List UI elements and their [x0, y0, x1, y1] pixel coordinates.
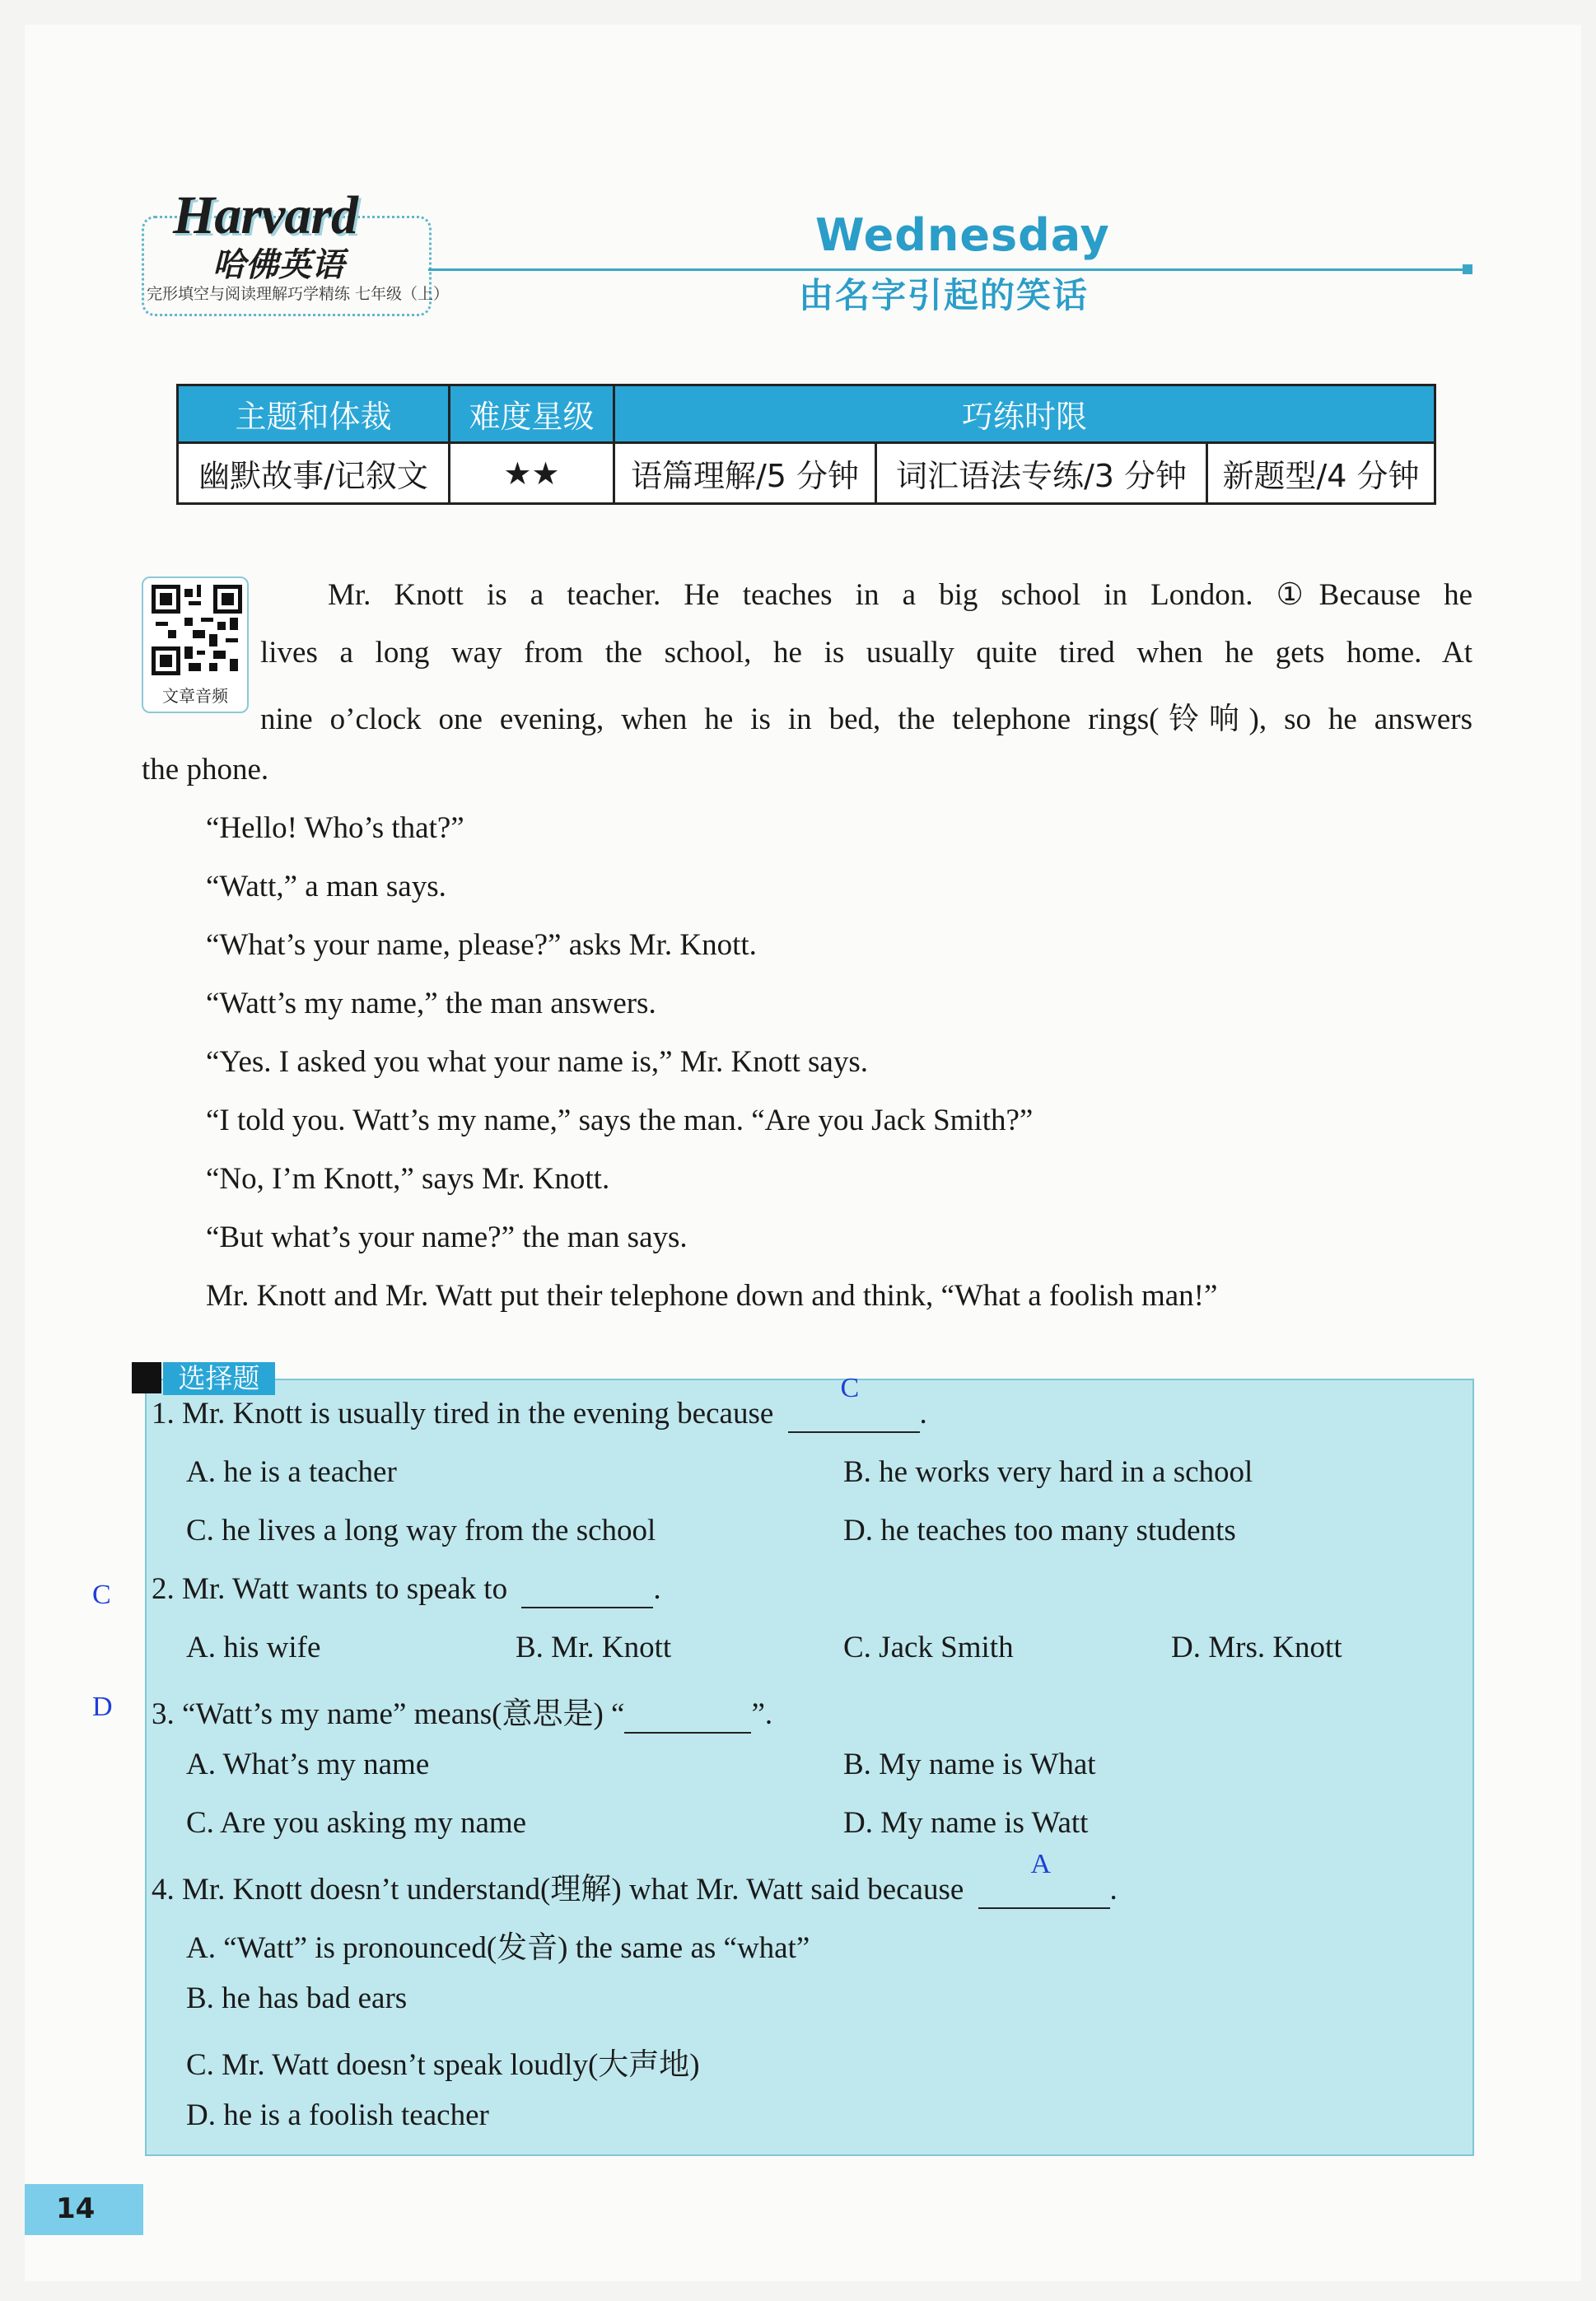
- info-table-row: [178, 443, 1435, 504]
- answer-blank[interactable]: [978, 1849, 1110, 1909]
- option-b[interactable]: B. My name is What: [843, 1748, 1096, 1781]
- qr-code[interactable]: [142, 576, 249, 713]
- dialog-line: Mr. Knott and Mr. Watt put their telephone down and think, “What a foolish man!”: [206, 1279, 1218, 1313]
- cell-stars: ★★: [450, 443, 614, 504]
- dialog-line: “I told you. Watt’s my name,” says the man. “Are you Jack Smith?”: [206, 1104, 1034, 1137]
- stem-end: .: [1109, 1873, 1118, 1907]
- dialog-line: “But what’s your name?” the man says.: [206, 1221, 688, 1254]
- passage-line: lives a long way from the school, he is usually quite tired when he gets home. At: [260, 636, 1472, 670]
- option-d[interactable]: D. Mrs. Knott: [1171, 1631, 1342, 1664]
- question-2: [152, 1571, 661, 1608]
- option-a[interactable]: A. he is a teacher: [186, 1455, 397, 1489]
- margin-answer: D: [92, 1692, 113, 1722]
- margin-answer: C: [92, 1580, 111, 1610]
- answer-blank[interactable]: [521, 1571, 653, 1608]
- dialog-line: “Yes. I asked you what your name is,” Mr. Knott says.: [206, 1045, 868, 1079]
- logo-chinese: 哈佛英语: [212, 246, 344, 284]
- cell-newtype-time: 新题型/4 分钟: [1207, 443, 1435, 504]
- header-rule-dot: [1463, 264, 1472, 274]
- dialog-line: “No, I’m Knott,” says Mr. Knott.: [206, 1162, 610, 1196]
- question-stem: 4. Mr. Knott doesn’t understand(理解) what Mr. Watt said because: [152, 1873, 964, 1907]
- question-stem: 2. Mr. Watt wants to speak to: [152, 1572, 508, 1606]
- question-3: [152, 1688, 772, 1734]
- qr-label: 文章音频: [162, 686, 228, 706]
- dialog-line: “Watt,” a man says.: [206, 870, 446, 903]
- cell-reading-time: 语篇理解/5 分钟: [614, 443, 876, 504]
- page-title: Wednesday: [815, 209, 1110, 261]
- option-c[interactable]: C. he lives a long way from the school: [186, 1514, 656, 1547]
- handwritten-answer: A: [1030, 1849, 1052, 1879]
- question-4: [152, 1849, 1118, 1909]
- option-b[interactable]: B. he works very hard in a school: [843, 1455, 1253, 1489]
- option-b[interactable]: B. he has bad ears: [186, 1981, 408, 2015]
- page-number: 14: [56, 2192, 96, 2225]
- qr-icon: [152, 585, 242, 675]
- question-stem: 3. “Watt’s my name” means(意思是) “: [152, 1697, 625, 1731]
- option-a[interactable]: A. What’s my name: [186, 1748, 430, 1781]
- passage-line: nine o’clock one evening, when he is in bed, the telephone rings(铃响), so he answers: [260, 702, 1472, 736]
- header-difficulty: 难度星级: [450, 385, 614, 443]
- option-a[interactable]: A. “Watt” is pronounced(发音) the same as “what”: [186, 1931, 810, 1965]
- option-a[interactable]: A. his wife: [186, 1631, 321, 1664]
- handwritten-answer: C: [840, 1373, 860, 1403]
- section-marker: [132, 1362, 161, 1393]
- passage-line: Mr. Knott is a teacher. He teaches in a big school in London. ①Because he: [328, 578, 1472, 612]
- dialog-line: “Watt’s my name,” the man answers.: [206, 987, 656, 1020]
- passage-line: the phone.: [142, 753, 269, 786]
- option-c[interactable]: C. Are you asking my name: [186, 1806, 527, 1840]
- option-c[interactable]: C. Mr. Watt doesn’t speak loudly(大声地): [186, 2048, 700, 2082]
- option-b[interactable]: B. Mr. Knott: [516, 1631, 672, 1664]
- dialog-line: “Hello! Who’s that?”: [206, 811, 464, 845]
- stem-end: .: [653, 1572, 661, 1606]
- option-d[interactable]: D. he is a foolish teacher: [186, 2098, 489, 2132]
- logo-harvard: Harvard: [173, 185, 357, 245]
- answer-blank[interactable]: [624, 1697, 751, 1734]
- book-subtitle: 完形填空与阅读理解巧学精练 七年级（上）: [147, 285, 450, 303]
- question-stem: 1. Mr. Knott is usually tired in the evening because: [152, 1397, 774, 1431]
- info-table: [176, 384, 1436, 505]
- stem-end: .: [919, 1397, 927, 1431]
- page-subtitle: 由名字引起的笑话: [799, 275, 1090, 315]
- option-d[interactable]: D. he teaches too many students: [843, 1514, 1236, 1547]
- header-topic: 主题和体裁: [178, 385, 450, 443]
- section-label: 选择题: [163, 1362, 275, 1395]
- header-time-limit: 巧练时限: [614, 385, 1435, 443]
- dialog-line: “What’s your name, please?” asks Mr. Knott.: [206, 928, 757, 962]
- cell-vocab-time: 词汇语法专练/3 分钟: [876, 443, 1207, 504]
- option-c[interactable]: C. Jack Smith: [843, 1631, 1014, 1664]
- stem-end: ”.: [751, 1697, 773, 1731]
- info-table-header: [178, 385, 1435, 443]
- answer-blank[interactable]: [788, 1373, 920, 1433]
- option-d[interactable]: D. My name is Watt: [843, 1806, 1089, 1840]
- cell-genre: 幽默故事/记叙文: [178, 443, 450, 504]
